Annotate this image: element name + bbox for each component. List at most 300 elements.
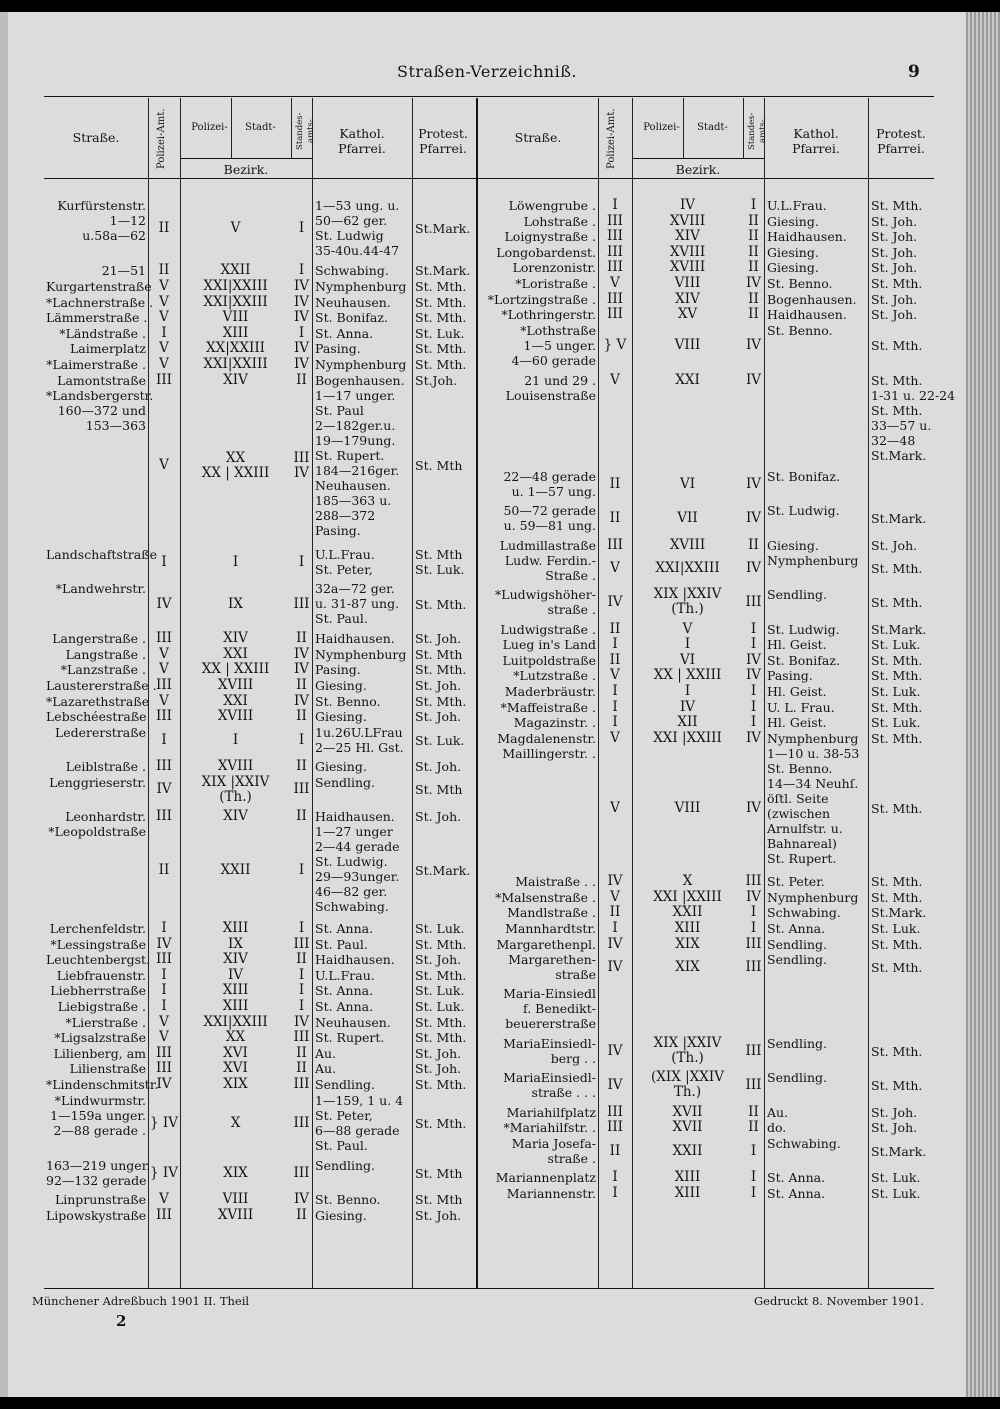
standesamt-value: III IV (293, 449, 310, 481)
kathol-pfarrei: Sendling. (767, 952, 828, 968)
kathol-pfarrei: 1—10 u. 38-53 St. Benno. 14—34 Neuhſ. öſtl. Seite (zwischen Arnulfstr. u. Bahnareal) St. Rupert. (767, 746, 860, 867)
polizei-amt-value: V (610, 275, 620, 291)
standesamt-value: II (296, 807, 307, 824)
protest-pfarrei: St. Luk. (415, 921, 465, 936)
street-name: Ledererstraße (54, 724, 146, 740)
polizei-bezirk-value: I (232, 554, 239, 570)
standesamt-value: II (748, 243, 759, 260)
street-name: *Ligsalzstraße (54, 1030, 146, 1046)
street-name: Lilienstraße (69, 1061, 146, 1077)
standesamt-value: I (298, 554, 305, 570)
protest-pfarrei: St. Joh. (871, 229, 918, 245)
kathol-pfarrei: U.L.Frau. (315, 967, 375, 983)
polizei-bezirk-value: XXI |XXIII (653, 888, 722, 905)
polizei-bezirk-value: XXI (675, 371, 700, 388)
street-name: 50—72 gerade u. 59—81 ung. (503, 503, 596, 534)
kathol-pfarrei: Sendling. (767, 936, 828, 952)
protest-pfarrei: St. Mth. (871, 889, 923, 905)
standesamt-value: IV (745, 337, 762, 354)
street-name: Lebschéestraße (46, 709, 147, 725)
standesamt-value: I (298, 966, 305, 983)
kathol-pfarrei: St. Anna. (315, 983, 374, 999)
kathol-pfarrei: St. Bonifaz. (315, 310, 388, 326)
standesamt-value: I (750, 1169, 757, 1185)
standesamt-value: IV (293, 278, 310, 294)
polizei-bezirk-value: X (230, 1115, 241, 1131)
kathol-pfarrei: Pasing. (315, 662, 361, 678)
kathol-pfarrei: Giesing. (767, 537, 819, 553)
header-stadt: Stadt- (697, 122, 728, 133)
street-name: Liebfrauenstr. (56, 967, 146, 983)
street-name: *Landsbergerstr. 160—372 und 153—363 (46, 388, 154, 434)
protest-pfarrei: St. Luk. (871, 715, 921, 731)
protest-pfarrei: St. Mth. (415, 279, 467, 294)
street-name: Maistraße . . (515, 874, 596, 890)
polizei-bezirk-value: XXI|XXIII (203, 278, 268, 294)
street-name: Magdalenenstr. (497, 730, 596, 746)
polizei-amt-value: } IV (150, 1115, 178, 1131)
street-name: Liebigstraße . (57, 999, 146, 1014)
column-rule (868, 98, 869, 1288)
polizei-bezirk-value: VIII (222, 1191, 249, 1208)
street-name: Ludw. Ferdin.- Straße . (504, 553, 596, 584)
kathol-pfarrei: Neuhausen. (315, 294, 391, 310)
street-name: Langstraße . (65, 646, 146, 662)
protest-pfarrei: St. Joh. (871, 291, 918, 307)
polizei-bezirk-value: XIX |XXIV (Th.) (653, 586, 722, 618)
polizei-bezirk-value: XIX (675, 959, 700, 975)
polizei-amt-value: III (156, 1206, 172, 1223)
protest-pfarrei: St. Mth. (415, 310, 467, 326)
kathol-pfarrei: Giesing. (315, 678, 367, 693)
polizei-amt-value: I (612, 683, 618, 699)
polizei-amt-value: II (609, 510, 621, 527)
polizei-amt-value: III (156, 758, 172, 774)
kathol-pfarrei: St. Benno. (767, 322, 833, 338)
street-name: *Lindenschmitstr. (46, 1077, 159, 1092)
protest-pfarrei: St. Mth. (415, 1030, 467, 1046)
kathol-pfarrei: 1u.26U.LFrau 2—25 Hl. Gst. (315, 724, 404, 755)
protest-pfarrei: St. Mth. (871, 668, 923, 684)
kathol-pfarrei: Haidhausen. (767, 229, 847, 245)
kathol-pfarrei: St. Ludwig. (767, 621, 840, 637)
polizei-bezirk-value: IX (228, 596, 243, 612)
standesamt-value: I (750, 714, 757, 731)
polizei-amt-value: IV (607, 935, 623, 952)
polizei-amt-value: III (156, 630, 172, 647)
kathol-pfarrei: U.L.Frau. (767, 198, 827, 213)
footer-printed-date: Gedruckt 8. November 1901. (754, 1294, 925, 1308)
protest-pfarrei: St. Mth. (415, 1077, 467, 1092)
protest-pfarrei: St. Joh. (415, 759, 462, 774)
polizei-bezirk-value: XX (225, 1029, 246, 1046)
kathol-pfarrei: Nymphenburg (315, 646, 407, 662)
kathol-pfarrei: 1—53 ung. u. 50—62 ger. St. Ludwig 35-40u.44-47 (315, 198, 400, 258)
kathol-pfarrei: St. Ludwig. (767, 503, 840, 519)
polizei-amt-value: V (159, 278, 169, 294)
protest-pfarrei: St. Joh. (415, 678, 462, 693)
polizei-amt-value: III (607, 212, 623, 229)
kathol-pfarrei: Schwabing. (767, 1135, 841, 1151)
bezirk-rule (632, 158, 764, 159)
page-title: Straßen-Verzeichniß. (397, 62, 577, 81)
standesamt-value: IV (745, 510, 762, 527)
table-bottom-rule (44, 1288, 934, 1289)
header-standesamt: Standes-amts- (747, 112, 768, 150)
polizei-amt-value: V (159, 1013, 169, 1030)
protest-pfarrei: St. Mth. (415, 662, 467, 678)
book-page (8, 12, 966, 1397)
header-bezirk: Bezirk. (223, 162, 269, 177)
polizei-bezirk-value: XVIII (669, 536, 706, 553)
standesamt-value: IV (745, 667, 762, 684)
street-name: MariaEinsiedl- berg . . (503, 1036, 596, 1067)
kathol-pfarrei: St. Anna. (767, 921, 826, 936)
protest-pfarrei: St. Luk. (415, 999, 465, 1014)
kathol-pfarrei: Nymphenburg (315, 357, 407, 372)
street-name: Lohstraße . (523, 213, 596, 229)
protest-pfarrei: St. Mth. (415, 1014, 467, 1030)
standesamt-value: I (750, 197, 757, 213)
polizei-amt-value: V (610, 667, 620, 684)
standesamt-value: II (748, 306, 759, 323)
street-name: *Lazarethstraße (46, 693, 150, 709)
polizei-amt-value: V (610, 800, 620, 816)
standesamt-value: IV (293, 293, 310, 310)
polizei-amt-value: I (161, 731, 167, 748)
polizei-bezirk-value: XIX |XXIV (Th.) (653, 1035, 722, 1067)
street-name: MariaEinsiedl- straße . . . (503, 1070, 596, 1101)
polizei-amt-value: II (609, 1142, 621, 1159)
protest-pfarrei: St. Luk. (415, 732, 465, 748)
kathol-pfarrei: Bogenhausen. (315, 372, 405, 388)
street-name: Loignystraße . (504, 229, 596, 245)
protest-pfarrei: St. Mth. (871, 960, 923, 975)
polizei-bezirk-value: (XIX |XXIV Th.) (651, 1069, 724, 1101)
standesamt-value: I (298, 324, 305, 341)
protest-pfarrei: St. Joh. (415, 808, 462, 824)
kathol-pfarrei: Giesing. (315, 1207, 367, 1223)
kathol-pfarrei: U.L.Frau. St. Peter, (315, 547, 375, 578)
standesamt-value: I (750, 620, 757, 637)
protest-pfarrei: St.Mark. (871, 511, 927, 527)
polizei-bezirk-value: XIII (674, 1184, 701, 1201)
standesamt-value: III (293, 1164, 310, 1181)
protest-pfarrei: St. Luk. (871, 1170, 921, 1185)
street-name: Magazinstr. . (513, 715, 596, 731)
header-street: Straße. (72, 130, 120, 145)
polizei-amt-value: III (156, 371, 172, 388)
polizei-amt-value: III (156, 1044, 172, 1061)
polizei-bezirk-value: XIII (222, 920, 249, 936)
header-kathol: Kathol. Pfarrei. (338, 126, 386, 156)
protest-pfarrei: St. Mth. (871, 936, 923, 952)
protest-pfarrei: St. Mth. (871, 1078, 923, 1094)
street-name: Maria Josefa- straße . (511, 1135, 596, 1166)
kathol-pfarrei: Hl. Geist. (767, 637, 827, 653)
polizei-bezirk-value: XIX |XXIV (Th.) (201, 773, 270, 805)
street-name: Langerstraße . (52, 631, 146, 647)
polizei-amt-value: III (607, 1103, 623, 1120)
polizei-bezirk-value: XVIII (217, 1206, 254, 1223)
polizei-bezirk-value: I (684, 636, 691, 653)
standesamt-value: III (293, 935, 310, 952)
street-name: Lenggrieserstr. (49, 774, 146, 790)
kathol-pfarrei: Giesing. (767, 260, 819, 276)
kathol-pfarrei: Sendling. (315, 1077, 376, 1092)
polizei-amt-value: V (159, 661, 169, 678)
kathol-pfarrei: do. (767, 1120, 787, 1136)
kathol-pfarrei: 1—27 unger 2—44 gerade St. Ludwig. 29—93unger. 46—82 ger. Schwabing. (315, 824, 400, 915)
protest-pfarrei: St. Mth. (871, 198, 923, 213)
table-header-rule (44, 178, 934, 179)
protest-pfarrei: St. Joh. (871, 244, 918, 260)
protest-pfarrei: St. Mth. (871, 595, 923, 611)
header-stadt: Stadt- (245, 122, 276, 133)
street-name: Leonhardstr. (65, 808, 146, 824)
polizei-amt-value: III (156, 708, 172, 725)
polizei-bezirk-value: XVIII (217, 758, 254, 774)
protest-pfarrei: St. Mth. (871, 372, 923, 388)
polizei-amt-value: I (612, 714, 618, 731)
street-name: Maderbräustr. (504, 684, 596, 699)
protest-pfarrei: St. Mth. (415, 597, 467, 612)
protest-pfarrei: 1-31 u. 22-24 St. Mth. 33—57 u. 32—48 St.Mark. (871, 388, 956, 464)
polizei-amt-value: I (161, 324, 167, 341)
protest-pfarrei: St.Mark. (415, 221, 471, 237)
header-protest: Protest. Pfarrei. (876, 126, 926, 156)
street-name: Liebherrstraße (50, 983, 146, 999)
polizei-bezirk-value: XXI|XXIII (203, 293, 268, 310)
polizei-amt-value: II (158, 220, 170, 237)
street-name: *Laimerstraße . (46, 357, 146, 372)
protest-pfarrei: St. Joh. (415, 631, 462, 647)
polizei-bezirk-value: V (230, 220, 241, 237)
street-name: Lipowskystraße (46, 1207, 147, 1223)
header-polizei: Polizei- (191, 122, 228, 133)
polizei-bezirk-value: XX | XXIII (201, 661, 270, 678)
polizei-bezirk-value: I (684, 683, 691, 699)
polizei-amt-value: I (612, 920, 618, 936)
standesamt-value: III (293, 1115, 310, 1131)
protest-pfarrei: St. Luk. (415, 325, 465, 341)
polizei-amt-value: III (607, 259, 623, 276)
polizei-bezirk-value: XXII (220, 262, 251, 279)
polizei-amt-value: II (609, 651, 621, 668)
kathol-pfarrei: Haidhausen. (315, 952, 395, 968)
kathol-pfarrei: Bogenhausen. (767, 291, 857, 307)
protest-pfarrei: St. Mth. (415, 294, 467, 310)
street-name: *Lothringerstr. (501, 307, 596, 323)
street-name: Mariahilfplatz (506, 1104, 596, 1120)
kathol-pfarrei: Haidhausen. (767, 307, 847, 323)
kathol-pfarrei: Neuhausen. (315, 1014, 391, 1030)
polizei-bezirk-value: XIII (222, 982, 249, 999)
kathol-pfarrei: St. Anna. (315, 325, 374, 341)
kathol-pfarrei: Pasing. (767, 668, 813, 684)
polizei-bezirk-value: VIII (674, 800, 701, 816)
standesamt-value: IV (293, 1191, 310, 1208)
standesamt-value: III (745, 1043, 762, 1059)
header-street: Straße. (514, 130, 562, 145)
page-header (8, 62, 966, 92)
protest-pfarrei: St. Mth (415, 782, 463, 798)
polizei-bezirk-value: V (682, 620, 693, 637)
polizei-amt-value: II (609, 476, 621, 492)
street-name: Kurfürstenstr. 1—12 u.58a—62 (57, 198, 146, 243)
polizei-bezirk-value: XX XX | XXIII (201, 449, 270, 481)
standesamt-value: IV (293, 645, 310, 662)
standesamt-value: I (298, 262, 305, 279)
standesamt-value: I (298, 920, 305, 936)
standesamt-value: IV (745, 560, 762, 576)
street-name: Laimerplatz (69, 341, 146, 357)
protest-pfarrei: St. Luk. (871, 684, 921, 699)
protest-pfarrei: St. Mth St. Luk. (415, 547, 465, 578)
protest-pfarrei: St. Joh. (415, 952, 462, 968)
polizei-amt-value: IV (607, 873, 623, 890)
street-name: 21—51 (101, 263, 146, 279)
polizei-amt-value: IV (607, 959, 623, 975)
standesamt-value: III (293, 781, 310, 798)
street-name: Margarethen- straße (508, 952, 596, 983)
table-top-rule (44, 96, 934, 97)
kathol-pfarrei: U. L. Frau. (767, 699, 835, 715)
kathol-pfarrei: Nymphenburg (767, 730, 859, 746)
standesamt-value: II (296, 1206, 307, 1223)
standesamt-value: II (296, 371, 307, 388)
polizei-amt-value: II (158, 262, 170, 279)
polizei-amt-value: V (159, 340, 169, 357)
polizei-amt-value: I (612, 197, 618, 213)
kathol-pfarrei: Au. (315, 1045, 337, 1061)
column-rule (764, 98, 765, 1288)
polizei-amt-value: V (159, 1191, 169, 1208)
polizei-amt-value: I (612, 698, 618, 715)
polizei-bezirk-value: XIV (223, 807, 248, 824)
header-protest: Protest. Pfarrei. (418, 126, 468, 156)
polizei-amt-value: IV (156, 596, 172, 612)
protest-pfarrei: St.Mark. (415, 263, 471, 279)
signature-mark: 2 (116, 1312, 127, 1330)
standesamt-value: IV (293, 309, 310, 326)
polizei-amt-value: III (156, 1060, 172, 1077)
kathol-pfarrei: Sendling. (767, 1036, 828, 1052)
polizei-bezirk-value: XIX (675, 935, 700, 952)
polizei-amt-value: III (607, 306, 623, 323)
protest-pfarrei: St. Mth. (871, 874, 923, 890)
kathol-pfarrei: Sendling. (315, 774, 376, 790)
polizei-bezirk-value: XIX (223, 1164, 248, 1181)
standesamt-value: III (745, 959, 762, 975)
kathol-pfarrei: St. Benno. (315, 1192, 381, 1208)
protest-pfarrei: St. Joh. (415, 709, 462, 725)
street-name: Landschaftstraße (46, 547, 157, 563)
street-name: Ludmillastraße (499, 537, 596, 553)
polizei-bezirk-value: XVIII (669, 212, 706, 229)
bezirk-rule (180, 158, 312, 159)
kathol-pfarrei: Schwabing. (315, 263, 389, 279)
header-polizei-amt: Polizei-Amt. (606, 108, 617, 170)
polizei-amt-value: II (158, 862, 170, 879)
polizei-bezirk-value: XXI|XXIII (203, 356, 268, 372)
polizei-amt-value: III (607, 228, 623, 245)
protest-pfarrei: St.Joh. (415, 372, 458, 388)
street-name: Lämmerstraße . (46, 310, 148, 326)
protest-pfarrei: St. Luk. (415, 983, 465, 999)
standesamt-value: I (298, 998, 305, 1014)
kathol-pfarrei: Nymphenburg (767, 889, 859, 905)
standesamt-value: IV (745, 800, 762, 816)
street-name: *Lindwurmstr. 1—159a unger. 2—88 gerade . (50, 1092, 146, 1138)
polizei-bezirk-value: XXII (672, 904, 703, 921)
polizei-bezirk-value: XVIII (217, 677, 254, 693)
protest-pfarrei: St.Mark. (871, 905, 927, 921)
polizei-bezirk-value: VIII (674, 275, 701, 291)
street-name: *Lessingstraße (50, 936, 146, 952)
standesamt-value: IV (745, 476, 762, 492)
header-standesamt: Standes-amts- (295, 112, 316, 150)
polizei-bezirk-value: XIV (223, 371, 248, 388)
kathol-pfarrei: Hl. Geist. (767, 684, 827, 699)
standesamt-value: II (748, 212, 759, 229)
polizei-amt-value: V (159, 1029, 169, 1046)
standesamt-value: III (745, 1077, 762, 1094)
protest-pfarrei: St. Mth (415, 1192, 463, 1208)
standesamt-value: III (293, 596, 310, 612)
street-name: Mariannenstr. (506, 1185, 596, 1201)
street-name: Mandlstraße . (507, 905, 596, 921)
polizei-bezirk-value: XVI (223, 1044, 248, 1061)
standesamt-value: III (745, 594, 762, 611)
polizei-amt-value: V (159, 645, 169, 662)
polizei-bezirk-value: XXII (220, 862, 251, 879)
protest-pfarrei: St. Mth (415, 1165, 463, 1181)
polizei-amt-value: III (607, 536, 623, 553)
kathol-pfarrei: St. Paul. (315, 936, 368, 952)
polizei-amt-value: IV (156, 1076, 172, 1092)
protest-pfarrei: St. Joh. (415, 1061, 462, 1077)
kathol-pfarrei: St. Bonifaz. (767, 469, 840, 485)
column-rule (312, 98, 313, 1288)
protest-pfarrei: St. Joh. (415, 1207, 462, 1223)
polizei-amt-value: } IV (150, 1164, 178, 1181)
street-name: Ludwigstraße . (500, 621, 596, 637)
street-name: *Ludwigshöher- straße . (495, 587, 596, 618)
street-name: *Leopoldstraße (48, 824, 146, 840)
polizei-amt-value: IV (607, 1043, 623, 1059)
polizei-amt-value: V (610, 888, 620, 905)
street-name: Longobardenst. (496, 244, 596, 260)
protest-pfarrei: St. Mth. (871, 730, 923, 746)
standesamt-value: II (748, 259, 759, 276)
standesamt-value: III (293, 1076, 310, 1092)
standesamt-value: I (750, 904, 757, 921)
polizei-bezirk-value: IV (679, 698, 696, 715)
polizei-amt-value: IV (607, 1077, 623, 1094)
street-name: Leiblstraße . (65, 759, 146, 774)
polizei-bezirk-value: VIII (674, 337, 701, 354)
kathol-pfarrei: Au. (767, 1104, 789, 1120)
polizei-bezirk-value: XXI (223, 645, 248, 662)
polizei-bezirk-value: VI (679, 476, 696, 492)
polizei-amt-value: III (607, 243, 623, 260)
kathol-pfarrei: St. Anna. (315, 921, 374, 936)
standesamt-value: I (298, 731, 305, 748)
column-rule (291, 98, 292, 158)
standesamt-value: IV (293, 356, 310, 372)
polizei-amt-value: II (609, 620, 621, 637)
